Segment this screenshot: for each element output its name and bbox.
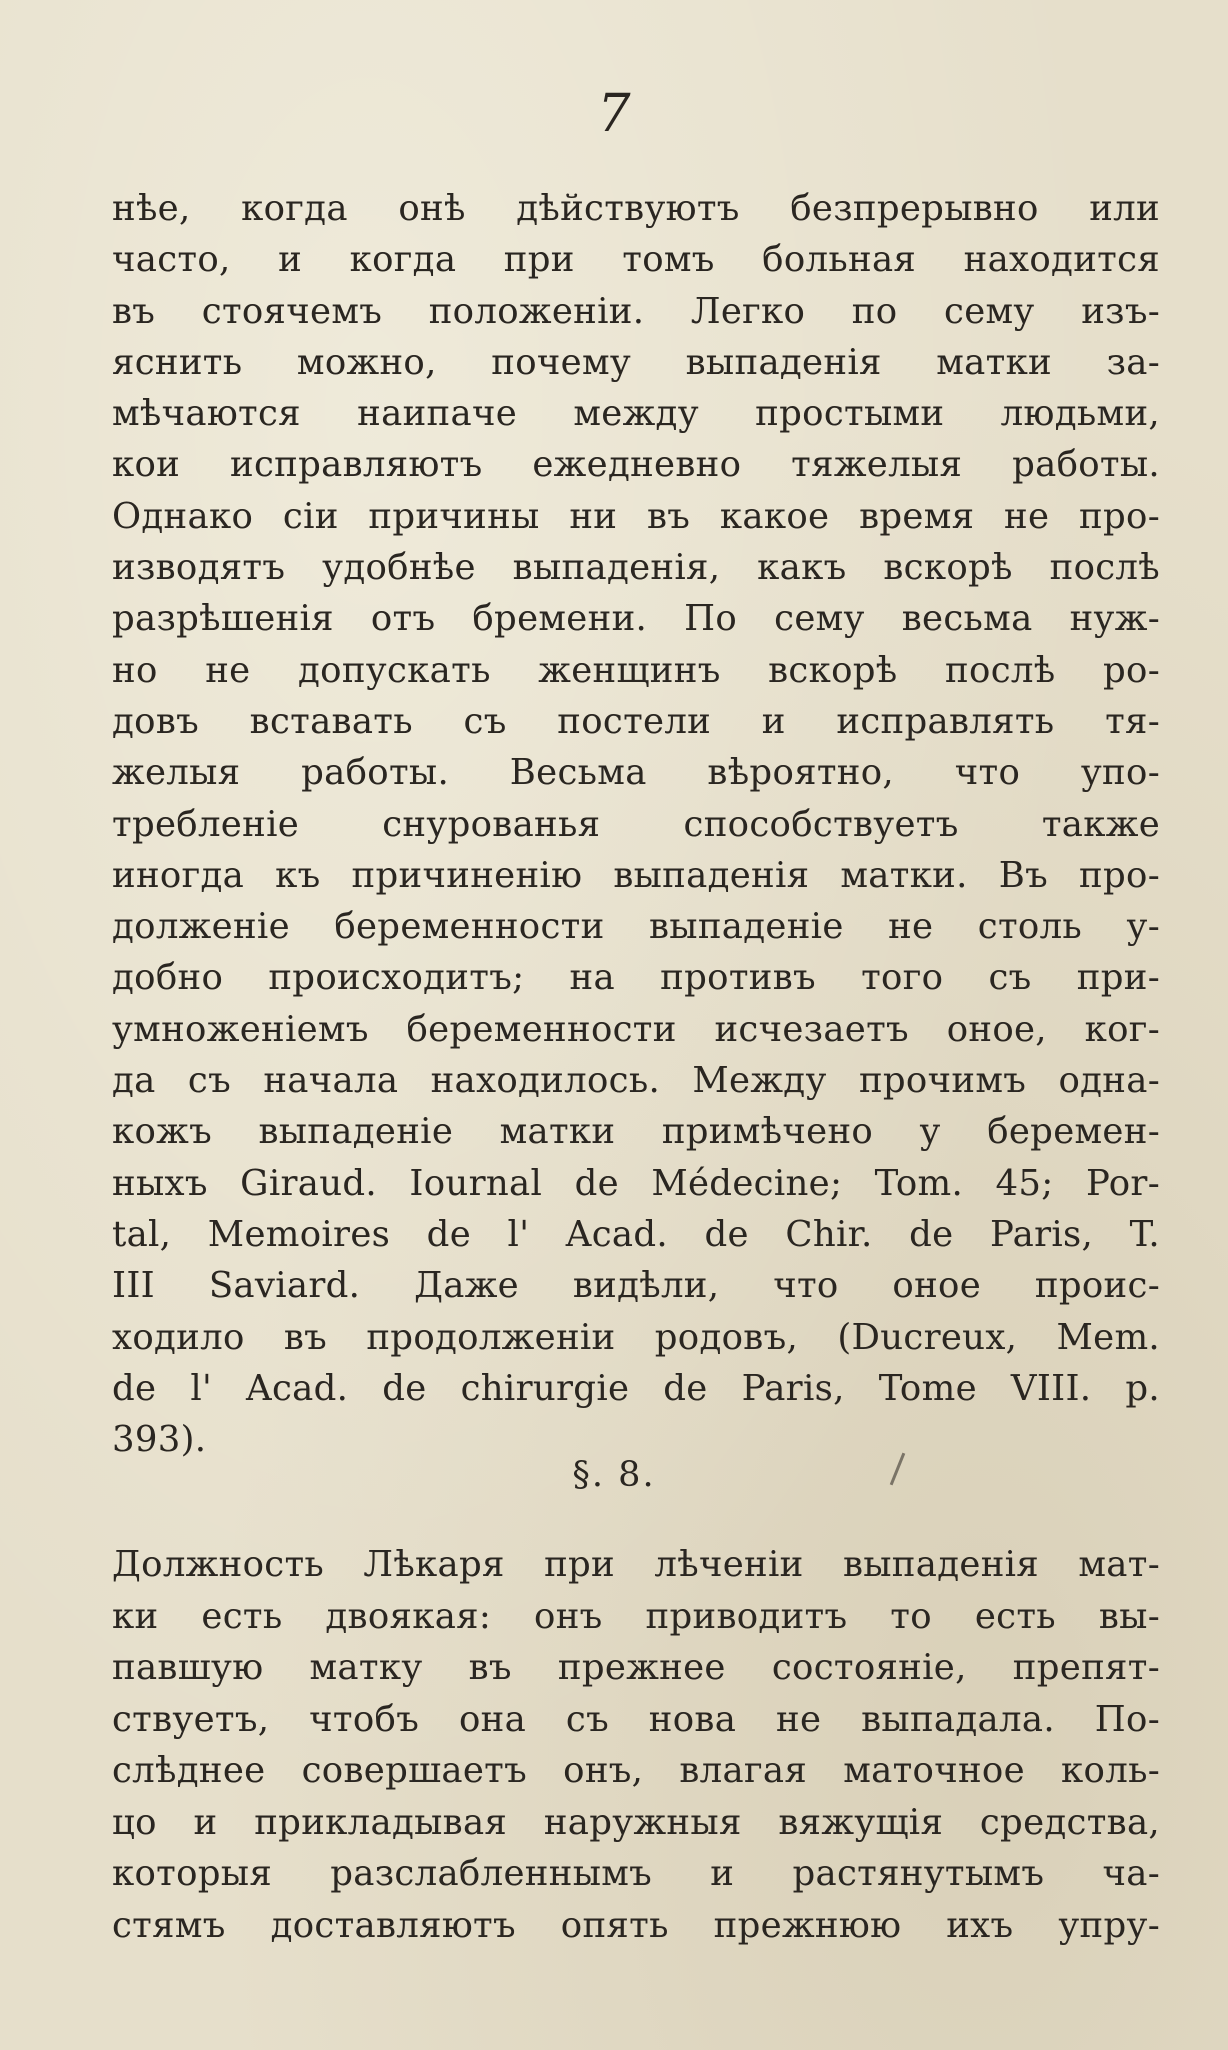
text-line: разрѣшенія отъ бремени. По сему весьма нуж- [112, 598, 1160, 640]
text-line: ствуетъ, чтобъ она съ нова не выпадала. По- [112, 1698, 1160, 1740]
text-line: желыя работы. Весьма вѣроятно, что упо- [112, 752, 1160, 794]
text-line: ходило въ продолженіи родовъ, (Ducreux, Mem. [112, 1316, 1160, 1358]
text-line: 393). [112, 1419, 207, 1461]
text-line: кожъ выпаденіе матки примѣчено у беремен- [112, 1111, 1160, 1153]
page-number: 7 [597, 84, 631, 144]
text-line: стямъ доставляютъ опять прежнюю ихъ упру- [112, 1904, 1160, 1946]
text-line: III Saviard. Даже видѣли, что оное проис- [112, 1265, 1160, 1307]
text-line: слѣднее совершаетъ онъ, влагая маточное коль- [112, 1750, 1160, 1791]
text-line: но не допускать женщинъ вскорѣ послѣ ро- [112, 649, 1160, 691]
text-line: ки есть двоякая: онъ приводитъ то есть вы- [112, 1595, 1160, 1637]
paragraph-continued [112, 183, 1160, 1465]
text-line: ныхъ Giraud. Iournal de Médecine; Tom. 45; Por- [112, 1162, 1160, 1204]
text-line: Однако сіи причины ни въ какое время не про- [112, 495, 1160, 537]
text-line: которыя разслабленнымъ и растянутымъ ча- [112, 1853, 1160, 1894]
text-line: яснить можно, почему выпаденія матки за- [112, 341, 1160, 383]
text-line: въ стоячемъ положеніи. Легко по сему изъ- [112, 290, 1160, 332]
text-line: умноженіемъ беременности исчезаетъ оное, ког- [112, 1008, 1160, 1050]
text-line: иногда къ причиненію выпаденія матки. Въ про- [112, 854, 1160, 896]
text-line: требленіе снурованья способствуетъ также [112, 803, 1160, 845]
text-line: часто, и когда при томъ больная находится [112, 239, 1160, 281]
text-line: tal, Memoires de l' Acad. de Chir. de Paris, T. [112, 1213, 1160, 1255]
text-line: добно происходитъ; на противъ того съ при- [112, 957, 1160, 999]
section-heading: §. 8. [572, 1455, 656, 1495]
paragraph-section-8 [112, 1539, 1160, 1951]
text-line: мѣчаются наипаче между простыми людьми, [112, 393, 1160, 435]
text-line: Должность Лѣкаря при лѣченіи выпаденія мат- [112, 1544, 1160, 1585]
text-line: нѣе, когда онѣ дѣйствуютъ безпрерывно или [112, 188, 1160, 229]
text-line: довъ вставать съ постели и исправлять тя- [112, 700, 1160, 742]
text-line: изводятъ удобнѣе выпаденія, какъ вскорѣ послѣ [112, 547, 1160, 589]
text-line: павшую матку въ прежнее состояніе, препят- [112, 1647, 1160, 1688]
text-line: цо и прикладывая наружныя вяжущія средства, [112, 1801, 1160, 1843]
text-line: de l' Acad. de chirurgie de Paris, Tome VIII. p. [112, 1367, 1160, 1409]
text-line: да съ начала находилось. Между прочимъ одна- [112, 1060, 1160, 1102]
text-line: долженіе беременности выпаденіе не столь у- [112, 906, 1160, 948]
text-line: кои исправляютъ ежедневно тяжелыя работы. [112, 444, 1160, 486]
